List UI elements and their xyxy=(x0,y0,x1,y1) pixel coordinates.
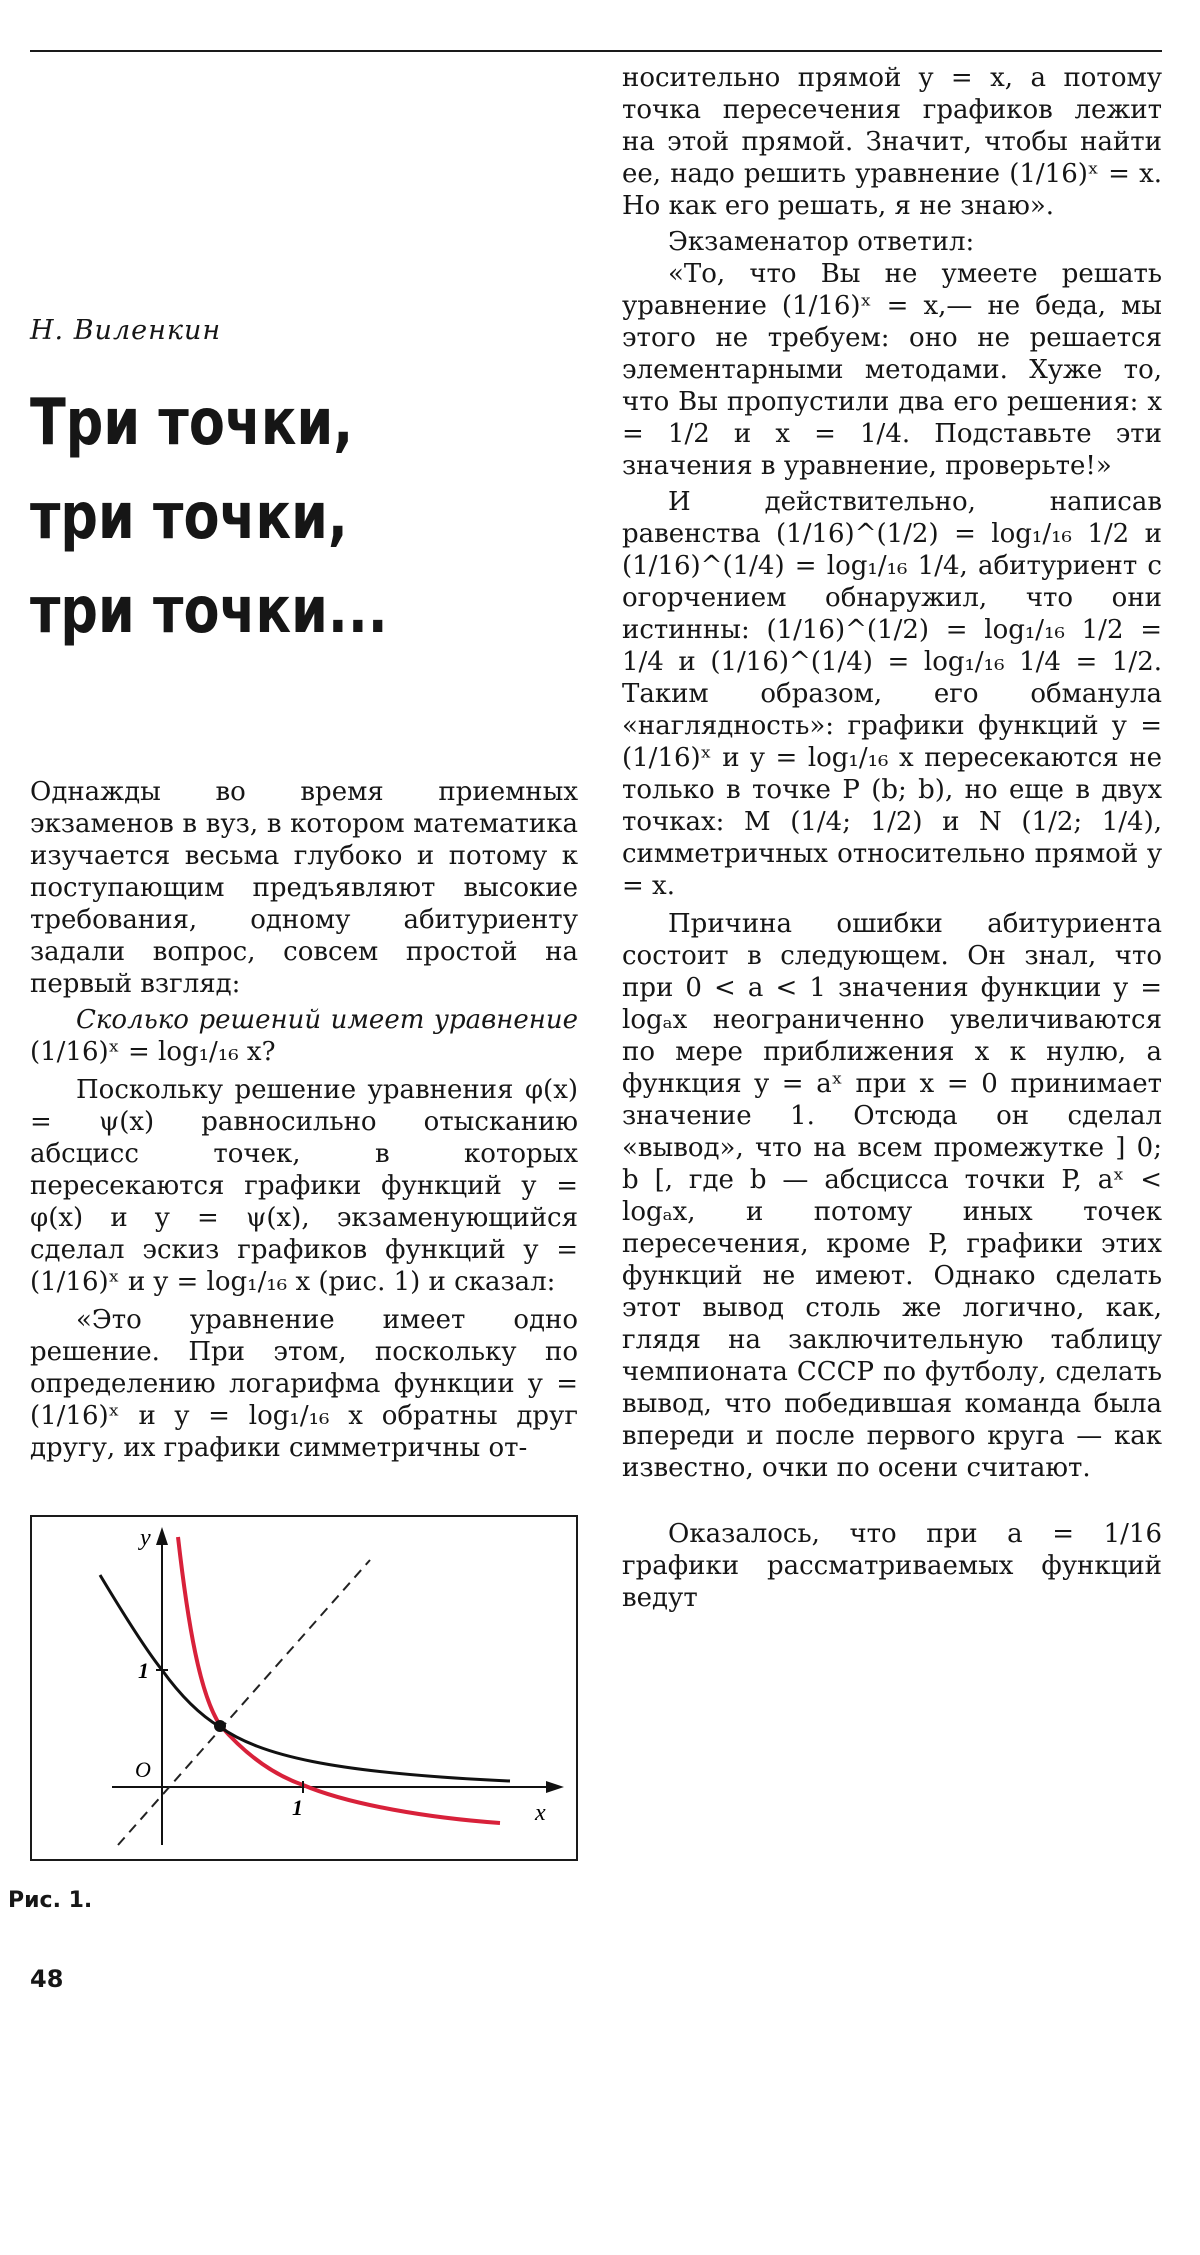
top-rule xyxy=(30,50,1162,52)
right-paragraph-2: Экзаменатор ответил: xyxy=(668,227,975,257)
right-paragraph-4: И действительно, написав равенства (1/16)^(1/2) = log₁/₁₆ 1/2 и (1/16)^(1/4) = log₁/₁₆ 1/4, абитуриент с огорчением обнаружил, что они истинны: (1/16)^(1/2) = log₁/₁₆ 1/2 = 1/4 и (1/16)^(1/4) = log₁/₁₆ 1/4 = 1/2. Таким образом, его обманула «наглядность»: графики функций y = (1/16)ˣ и y = log₁/₁₆ x пересекаются не только в точке P (b; b), но еще в двух точках: M (1/4; 1/2) и N (1/2; 1/4), симметричных относительно прямой y = x. xyxy=(622,487,1162,901)
article-title xyxy=(30,376,479,658)
origin-label: O xyxy=(135,1757,151,1782)
x-one-label: 1 xyxy=(292,1795,303,1820)
left-column xyxy=(30,60,578,1464)
left-paragraph-1: Однажды во время приемных экзаменов в вуз, в котором математика изучается весьма глубоко и потому к поступающим предъявляют высокие требования, одному абитуриенту задали вопрос, совсем простой на первый взгляд: xyxy=(30,777,578,999)
x-axis-arrow xyxy=(546,1781,564,1793)
right-paragraph-6: Оказалось, что при a = 1/16 графики рассматриваемых функций ведут xyxy=(622,1519,1162,1613)
x-axis-label: x xyxy=(535,1800,546,1826)
question-equation: (1/16)ˣ = log₁/₁₆ x? xyxy=(30,1037,276,1067)
left-paragraph-3: «Это уравнение имеет одно решение. При этом, поскольку по определению логарифма функции y = (1/16)ˣ и y = log₁/₁₆ x обратны друг другу, их графики симметричны от- xyxy=(30,1305,578,1463)
figure-frame xyxy=(31,1516,577,1860)
intersection-point xyxy=(214,1720,226,1732)
left-paragraph-2: Поскольку решение уравнения φ(x) = ψ(x) равносильно отысканию абсцисс точек, в которых пересекаются графики функций y = φ(x) и y = ψ(x), экзаменующийся сделал эскиз графиков функций y = (1/16)ˣ и y = log₁/₁₆ x (рис. 1) и сказал: xyxy=(30,1075,578,1297)
log-curve xyxy=(178,1537,500,1823)
right-paragraph-1: носительно прямой y = x, а потому точка пересечения графиков лежит на этой прямой. Значит, чтобы найти ее, надо решить уравнение (1/16)ˣ = x. Но как его решать, я не знаю». xyxy=(622,63,1162,221)
title-line-2: три точки, xyxy=(30,480,348,554)
question-text: Сколько решений имеет уравнение xyxy=(76,1005,578,1035)
page-number: 48 xyxy=(30,1965,64,1993)
diagonal-line xyxy=(118,1560,370,1845)
figure-1 xyxy=(30,1515,578,2255)
right-column xyxy=(622,62,1162,1614)
title-line-1: Три точки, xyxy=(30,386,354,460)
y-axis-label: y xyxy=(140,1525,151,1551)
y-axis-arrow xyxy=(156,1527,168,1545)
author: Н. Виленкин xyxy=(30,315,222,346)
figure-caption: Рис. 1. xyxy=(8,1888,93,1913)
y-one-label: 1 xyxy=(138,1658,149,1683)
question xyxy=(30,1004,578,1068)
title-line-3: три точки... xyxy=(30,574,388,648)
right-paragraph-3: «То, что Вы не умеете решать уравнение (1/16)ˣ = x,— не беда, мы этого не требуем: оно не решается элементарными методами. Хуже то, что Вы пропустили два его решения: x = 1/2 и x = 1/4. Подставьте эти значения в уравнение, проверьте!» xyxy=(622,259,1162,481)
figure-graph xyxy=(30,1515,578,1875)
right-paragraph-5: Причина ошибки абитуриента состоит в следующем. Он знал, что при 0 < a < 1 значения функции y = logₐx неограниченно увеличиваются по мере приближения x к нулю, а функция y = aˣ при x = 0 принимает значение 1. Отсюда он сделал «вывод», что на всем промежутке ] 0; b [, где b — абсцисса точки P, aˣ < logₐx, и потому иных точек пересечения, кроме P, графики этих функций не имеют. Однако сделать этот вывод столь же логично, как, глядя на заключительную таблицу чемпионата СССР по футболу, сделать вывод, что победившая команда была впереди и после первого круга — как известно, очки по осени считают. xyxy=(622,909,1162,1483)
